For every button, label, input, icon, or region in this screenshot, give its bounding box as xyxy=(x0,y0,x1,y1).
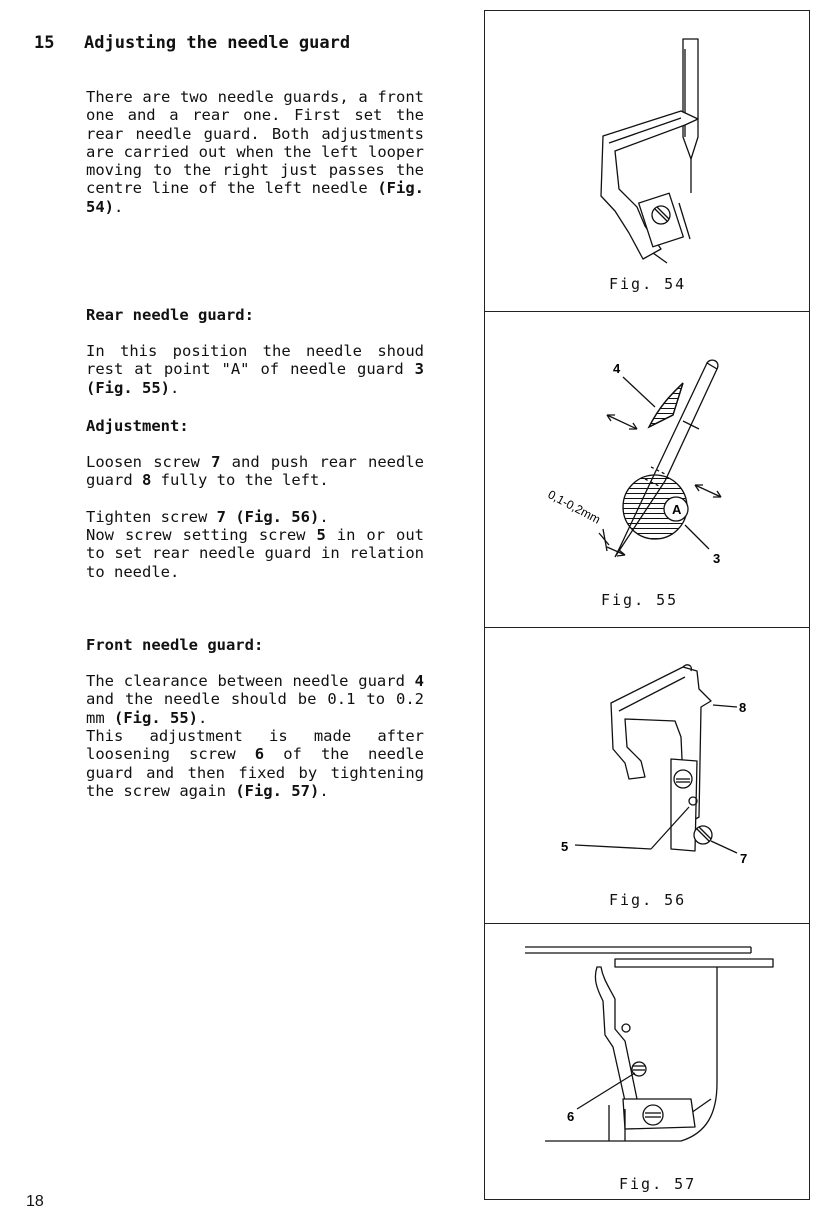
fig-55-clearance-label: 0,1-0,2mm xyxy=(545,487,603,527)
intro-paragraph: There are two needle guards, a front one and a rear one. First set the rear needle guard. Both adjustments are carried out when the left looper moving to the right just passes the centre line of the left needle (Fig. 54). xyxy=(86,88,424,216)
rear-needle-guard-heading: Rear needle guard: xyxy=(86,306,254,324)
fig-56-reference: 7 (Fig. 56) xyxy=(216,508,320,526)
tighten-paragraph: Tighten screw 7 (Fig. 56). xyxy=(86,508,329,526)
adjustment-heading: Adjustment: xyxy=(86,417,189,435)
fig-55-reference: (Fig. 55) xyxy=(86,378,170,397)
fig-54-reference: (Fig. 54) xyxy=(86,179,424,216)
fig-56-label-7: 7 xyxy=(740,851,748,866)
fig-55-label-4: 4 xyxy=(613,361,621,376)
figure-54 xyxy=(485,11,809,311)
fig-54-drawing xyxy=(485,11,809,311)
fig-55-caption: Fig. 55 xyxy=(601,591,679,609)
fig-54-caption: Fig. 54 xyxy=(609,275,687,293)
rear-position-paragraph: In this position the needle shoud rest at point "A" of needle guard 3 (Fig. 55). xyxy=(86,342,424,397)
fig-55-reference-2: (Fig. 55) xyxy=(114,708,198,727)
fig-55-label-a: A xyxy=(672,502,682,517)
setting-screw-paragraph: Now screw setting screw 5 in or out to set rear needle guard in relation to needle. xyxy=(86,526,424,581)
page-number: 18 xyxy=(26,1193,44,1210)
fig-56-drawing xyxy=(485,627,809,923)
fig-55-drawing xyxy=(485,311,809,627)
fig-56-caption: Fig. 56 xyxy=(609,891,687,909)
fig-56-label-8: 8 xyxy=(739,700,747,715)
fig-57-reference: (Fig. 57) xyxy=(235,781,320,800)
front-clearance-paragraph: The clearance between needle guard 4 and the needle should be 0.1 to 0.2 mm (Fig. 55). xyxy=(86,672,424,727)
fig-57-drawing xyxy=(485,923,809,1201)
fig-57-label-6: 6 xyxy=(567,1109,575,1124)
section-title: Adjusting the needle guard xyxy=(84,33,351,53)
section-number: 15 xyxy=(34,33,55,53)
figure-56 xyxy=(485,627,809,923)
adjustment-paragraph: Loosen screw 7 and push rear needle guard 8 fully to the left. xyxy=(86,453,424,490)
figure-55 xyxy=(485,311,809,627)
front-adjustment-paragraph: This adjustment is made after loosening screw 6 of the needle guard and then fixed by tightening the screw again (Fig. 57). xyxy=(86,727,424,800)
fig-56-label-5: 5 xyxy=(561,839,569,854)
figure-57 xyxy=(485,923,809,1201)
figures-frame xyxy=(484,10,810,1200)
fig-55-label-3: 3 xyxy=(713,551,721,566)
fig-57-caption: Fig. 57 xyxy=(619,1175,697,1193)
front-needle-guard-heading: Front needle guard: xyxy=(86,636,264,654)
section-heading xyxy=(34,33,350,53)
